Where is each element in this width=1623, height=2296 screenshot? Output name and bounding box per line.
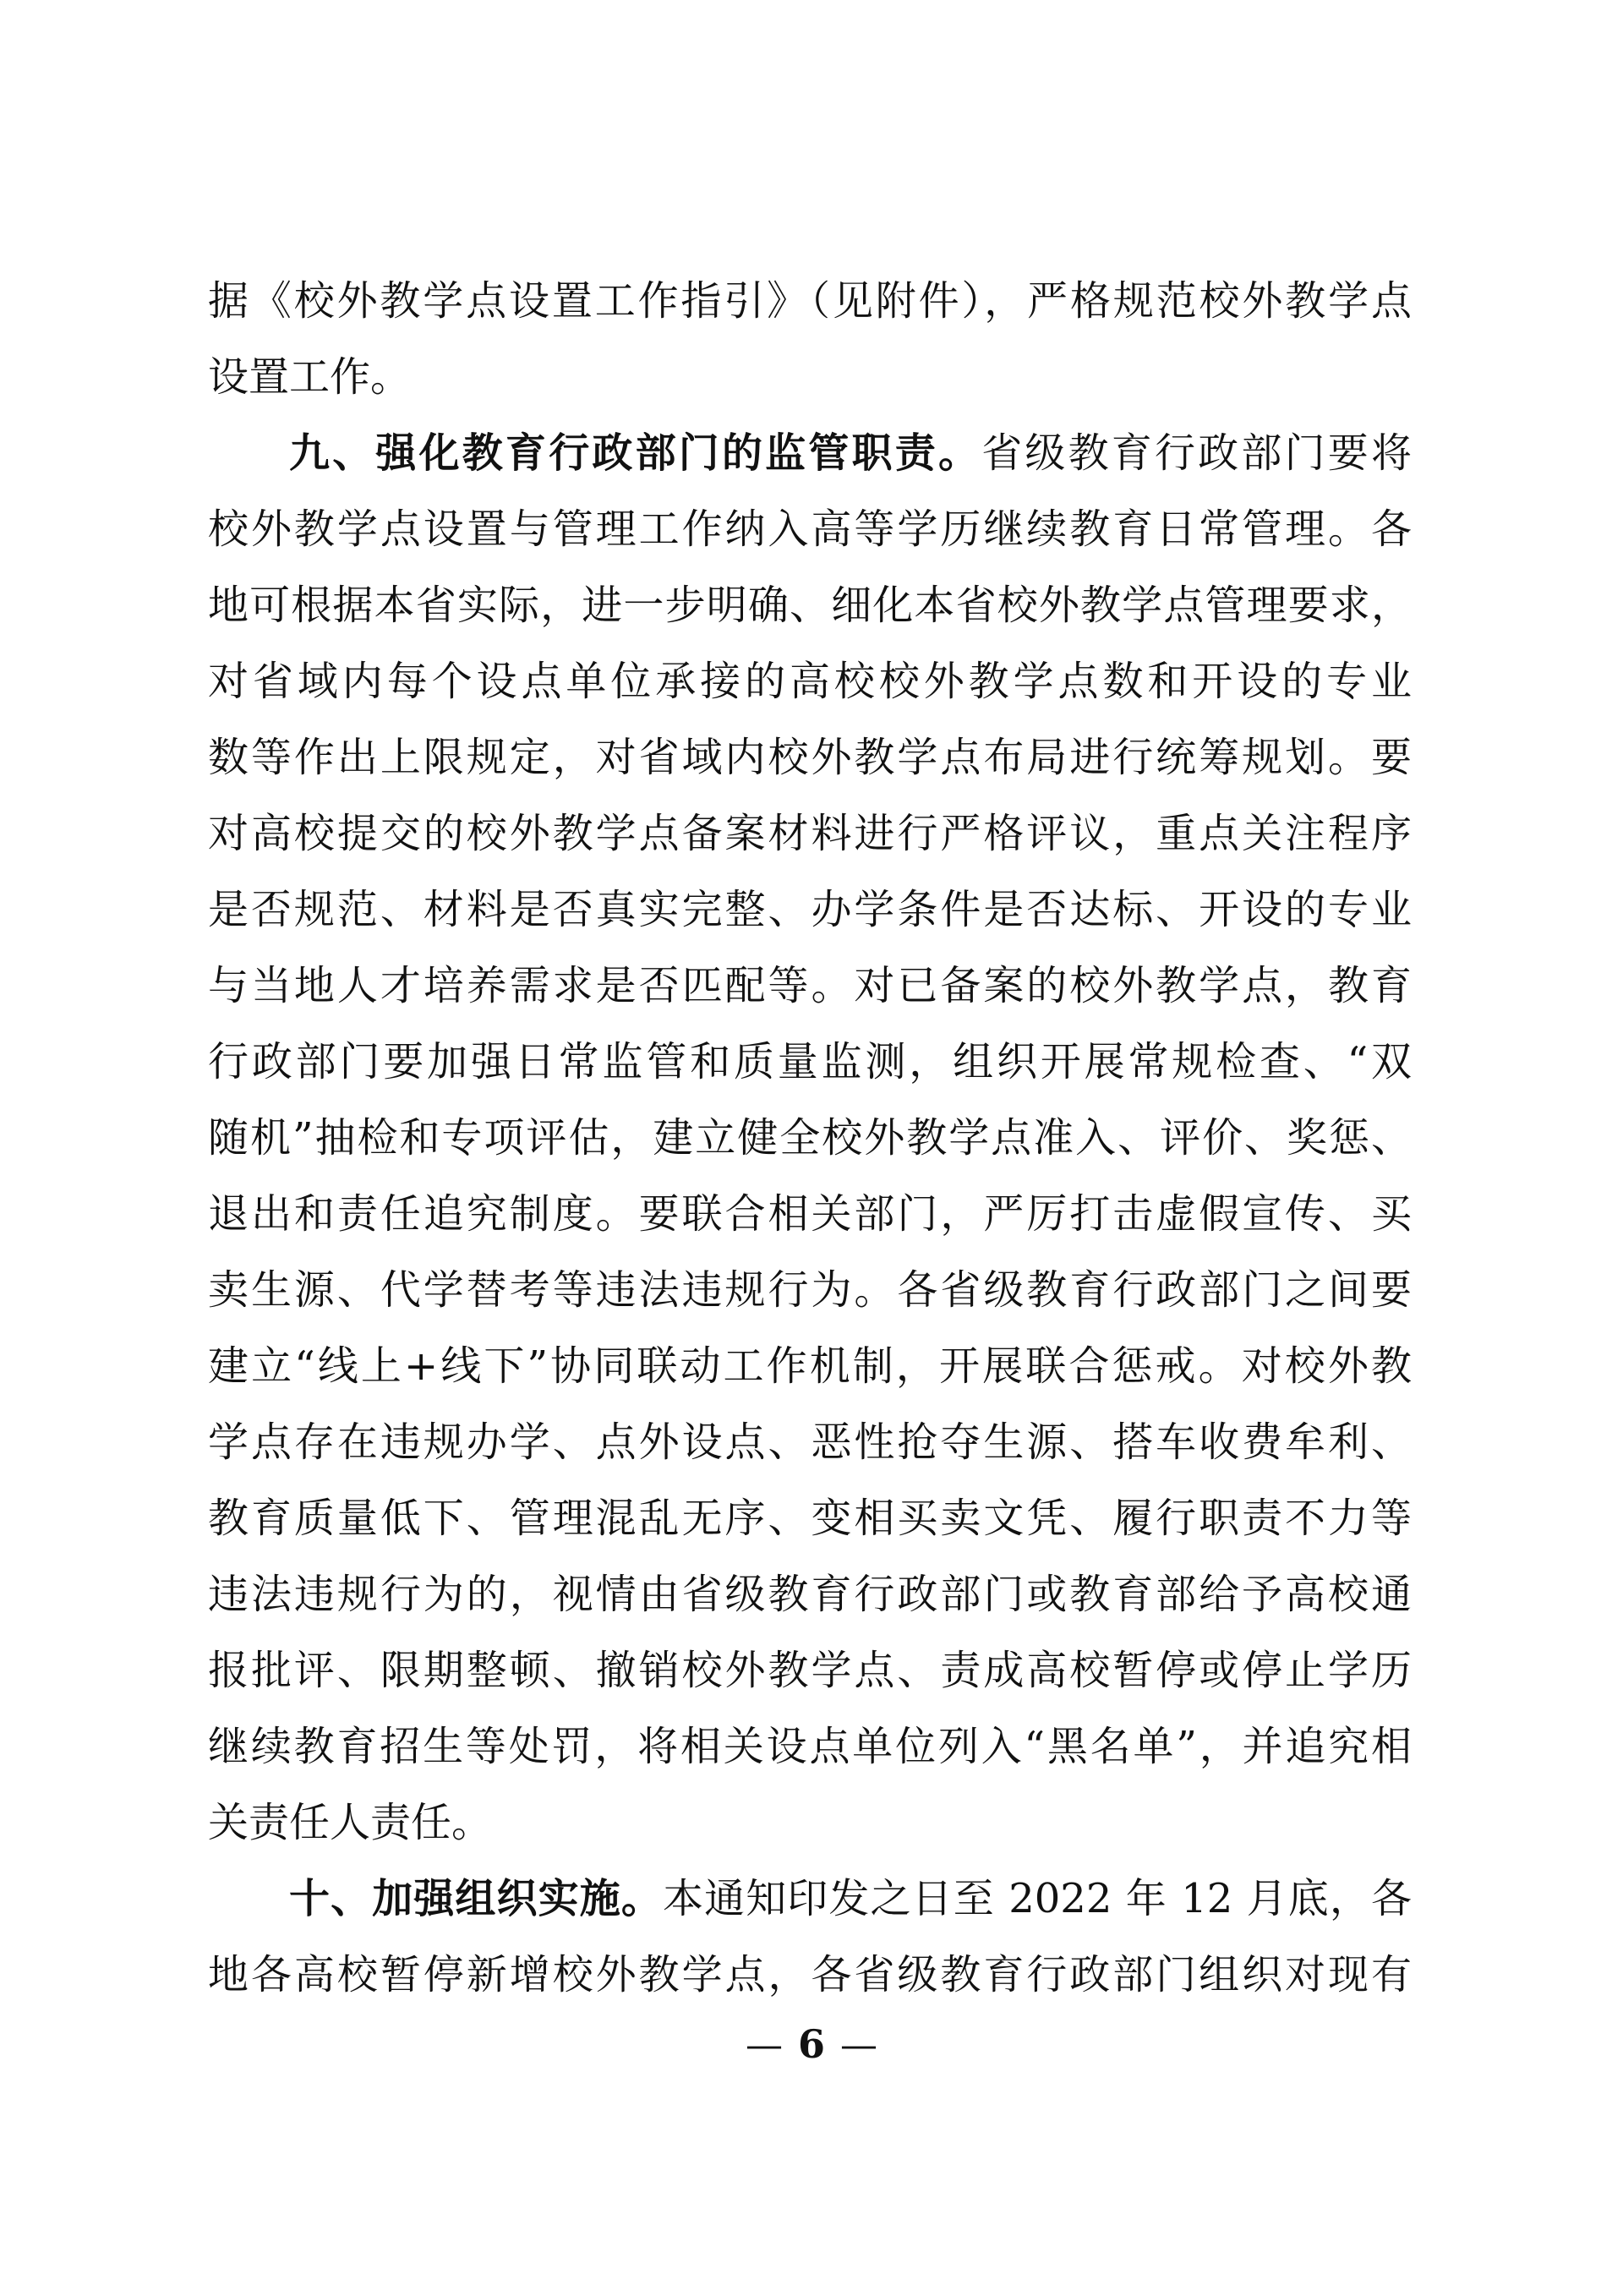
- body-text: 教育质量低下、管理混乱无序、变相买卖文凭、履行职责不力等: [208, 1495, 1412, 1542]
- page-number-dash-right: —: [840, 2024, 877, 2067]
- body-text: 是否规范、材料是否真实完整、办学条件是否达标、开设的专业: [208, 886, 1412, 933]
- text-line: [208, 1556, 1412, 1632]
- body-text: 省级教育行政部门要将: [981, 429, 1412, 477]
- body-text: 学点存在违规办学、点外设点、恶性抢夺生源、搭车收费牟利、: [208, 1419, 1412, 1466]
- text-line: [208, 948, 1412, 1024]
- page-number: [0, 2022, 1623, 2068]
- text-line: [208, 795, 1412, 872]
- body-text: 与当地人才培养需求是否匹配等。对已备案的校外教学点，教育: [208, 962, 1412, 1009]
- text-line: [208, 1404, 1412, 1480]
- text-line: [208, 1937, 1412, 2013]
- text-line: [208, 1100, 1412, 1176]
- document-body: [208, 263, 1412, 2013]
- text-line: [208, 263, 1412, 339]
- body-text: 校外教学点设置与管理工作纳入高等学历继续教育日常管理。各: [208, 506, 1412, 553]
- body-text: 卖生源、代学替考等违法违规行为。各省级教育行政部门之间要: [208, 1266, 1412, 1314]
- page-number-value: 6: [797, 2021, 825, 2067]
- section-heading-text: 九、强化教育行政部门的监管职责。: [289, 429, 982, 477]
- body-text: 据《校外教学点设置工作指引》（见附件），严格规范校外教学点: [208, 277, 1412, 325]
- text-line: [208, 339, 1412, 415]
- text-line: [208, 1024, 1412, 1100]
- body-text: 建立“线上+线下”协同联动工作机制，开展联合惩戒。对校外教: [208, 1342, 1412, 1390]
- body-text: 设置工作。: [208, 353, 412, 401]
- text-line: [208, 1785, 1412, 1861]
- text-line: [208, 1252, 1412, 1328]
- body-text: 地可根据本省实际，进一步明确、细化本省校外教学点管理要求，: [208, 582, 1412, 629]
- text-line: [208, 1480, 1412, 1556]
- text-line: [208, 491, 1412, 567]
- body-text: 对省域内每个设点单位承接的高校校外教学点数和开设的专业: [208, 658, 1412, 705]
- body-text: 报批评、限期整顿、撤销校外教学点、责成高校暂停或停止学历: [208, 1647, 1412, 1694]
- body-text: 地各高校暂停新增校外教学点，各省级教育行政部门组织对现有: [208, 1951, 1412, 1998]
- text-line: [208, 1632, 1412, 1708]
- body-text: 本通知印发之日至 2022 年 12 月底，各: [662, 1875, 1412, 1922]
- body-text: 对高校提交的校外教学点备案材料进行严格评议，重点关注程序: [208, 810, 1412, 857]
- body-text: 数等作出上限规定，对省域内校外教学点布局进行统筹规划。要: [208, 734, 1412, 781]
- text-line: [208, 1708, 1412, 1785]
- text-line: [208, 872, 1412, 948]
- body-text: 随机”抽检和专项评估，建立健全校外教学点准入、评价、奖惩、: [208, 1114, 1412, 1162]
- body-text: 继续教育招生等处罚，将相关设点单位列入“黑名单”，并追究相: [208, 1723, 1412, 1770]
- text-line: [208, 1861, 1412, 1937]
- text-line: [208, 1328, 1412, 1404]
- body-text: 违法违规行为的，视情由省级教育行政部门或教育部给予高校通: [208, 1571, 1412, 1618]
- text-line: [208, 415, 1412, 491]
- body-text: 退出和责任追究制度。要联合相关部门，严厉打击虚假宣传、买: [208, 1190, 1412, 1238]
- page-number-dash-left: —: [745, 2024, 783, 2067]
- text-line: [208, 1176, 1412, 1252]
- body-text: 行政部门要加强日常监管和质量监测，组织开展常规检查、“双: [208, 1038, 1412, 1085]
- text-line: [208, 719, 1412, 795]
- body-text: 关责任人责任。: [208, 1799, 493, 1846]
- text-line: [208, 643, 1412, 719]
- text-line: [208, 567, 1412, 643]
- section-heading-text: 十、加强组织实施。: [289, 1875, 663, 1922]
